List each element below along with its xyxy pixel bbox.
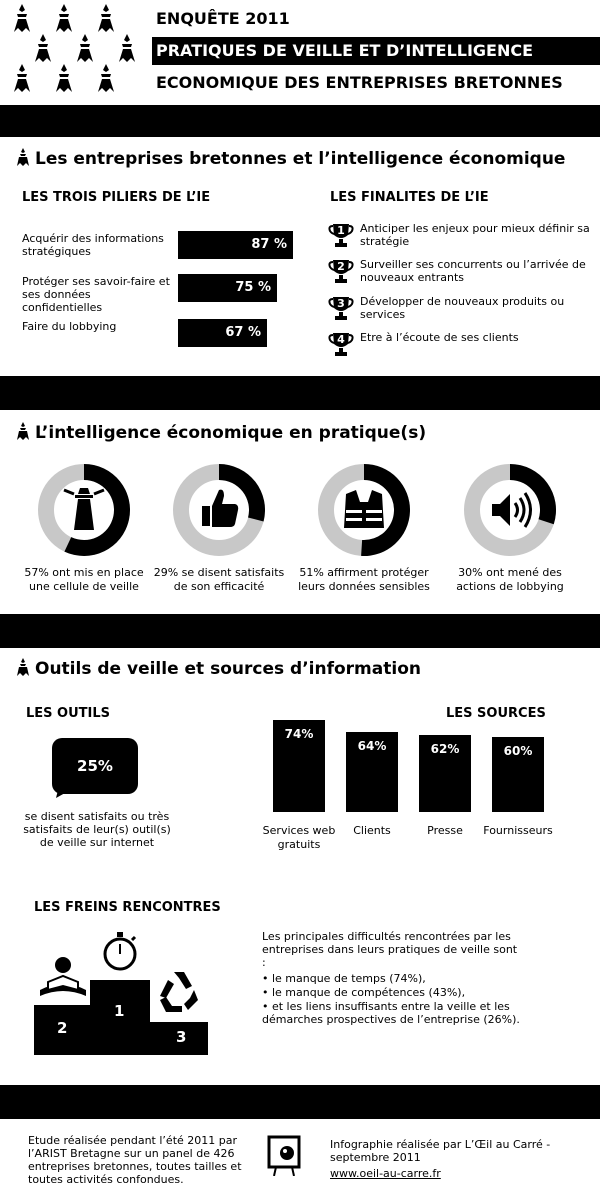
outils-value: 25%: [77, 757, 113, 775]
source-label: Presse: [427, 824, 463, 837]
header-title-line3: ECONOMIQUE DES ENTREPRISES BRETONNES: [156, 73, 563, 92]
source-label: Services web gratuits: [262, 824, 336, 851]
finalite-number: 1: [337, 224, 345, 237]
donut-caption: 29% se disent satisfaits de son efficacité: [153, 566, 285, 593]
source-bar: [419, 735, 471, 812]
header-year: ENQUÊTE 2011: [156, 9, 290, 28]
source-bar: [273, 720, 325, 812]
outils-caption: se disent satisfaits ou très satisfaits de leur(s) outil(s) de veille sur internet: [23, 810, 171, 849]
footer-study-note: Etude réalisée pendant l’été 2011 par l’ARIST Bretagne sur un panel de 426 entreprises bretonnes, toutes tailles et toutes activités confondues.: [28, 1134, 242, 1186]
source-label: Clients: [353, 824, 391, 837]
pillar-value: 87 %: [251, 237, 287, 252]
footer-credit: Infographie réalisée par L’Œil au Carré - septembre 2011: [330, 1138, 551, 1164]
donut-caption: 57% ont mis en place une cellule de veille: [24, 566, 144, 593]
source-label: Fournisseurs: [483, 824, 553, 837]
stopwatch-icon: [105, 932, 135, 969]
section2-title: [16, 422, 426, 445]
speaker-icon: [492, 493, 531, 527]
donut-chart: [314, 460, 414, 560]
ermine-mark: [56, 64, 72, 92]
source-bar: [492, 737, 544, 812]
donut-chart: [34, 460, 134, 560]
section1-title: [16, 148, 565, 171]
source-value: 60%: [503, 744, 533, 758]
section2-title-text: L’intelligence économique en pratique(s): [35, 423, 427, 443]
source-value: 64%: [357, 739, 387, 753]
lighthouse-icon: [64, 488, 104, 530]
ermine-mark: [98, 4, 114, 32]
finalite-number: 2: [337, 260, 345, 273]
finalite-item: [328, 222, 590, 252]
finalite-item: [328, 295, 590, 325]
ermine-mark: [98, 64, 114, 92]
source-value: 62%: [430, 742, 460, 756]
podium-rank: 3: [176, 1028, 187, 1046]
finalite-number: 4: [337, 333, 345, 346]
finalite-number: 3: [337, 297, 345, 310]
life-vest-icon: [344, 490, 384, 528]
thumbs-up-icon: [202, 490, 238, 527]
donut-chart: [460, 460, 560, 560]
freins-item: • le manque de temps (74%),: [262, 972, 426, 985]
ermine-mark: [35, 34, 51, 62]
ermine-mark: [56, 4, 72, 32]
divider-band: [0, 1085, 600, 1119]
freins-intro: Les principales difficultés rencontrées par les entreprises dans leurs pratiques de veille sont :: [262, 930, 518, 969]
ermine-mark: [119, 34, 135, 62]
divider-band: [0, 614, 600, 648]
finalites-heading: LES FINALITES DE L’IE: [330, 190, 489, 205]
footer-link[interactable]: www.oeil-au-carre.fr: [330, 1167, 441, 1180]
pillar-label: Faire du lobbying: [22, 320, 117, 333]
header-title-line2: PRATIQUES DE VEILLE ET D’INTELLIGENCE: [156, 41, 534, 60]
ermine-icon: [16, 422, 30, 445]
freins-heading: LES FREINS RENCONTRES: [34, 900, 221, 915]
pillar-bar: [178, 274, 277, 302]
section1-title-text: Les entreprises bretonnes et l’intelligence économique: [35, 149, 566, 169]
finalite-item: [328, 331, 590, 361]
ermine-mark: [77, 34, 93, 62]
ermine-mark: [14, 64, 30, 92]
pillar-value: 75 %: [235, 280, 271, 295]
outils-heading: LES OUTILS: [26, 706, 111, 721]
recycle-icon: [160, 972, 198, 1012]
section3-title: [16, 658, 421, 681]
pillar-label: Acquérir des informations stratégiques: [22, 232, 164, 258]
donut-caption: 30% ont mené des actions de lobbying: [456, 566, 564, 593]
ermine-logo: [8, 4, 138, 100]
reading-person-icon: [40, 957, 86, 996]
ermine-icon: [16, 658, 30, 681]
finalite-text: Etre à l’écoute de ses clients: [360, 331, 519, 344]
source-value: 74%: [284, 727, 314, 741]
section3-title-text: Outils de veille et sources d’information: [35, 659, 421, 679]
podium-rank: 1: [114, 1002, 125, 1020]
pillar-bar: [178, 319, 267, 347]
eye-square-logo: [266, 1134, 306, 1176]
podium-rank: 2: [57, 1019, 68, 1037]
donut-chart: [169, 460, 269, 560]
finalite-text: Anticiper les enjeux pour mieux définir sa stratégie: [360, 222, 590, 248]
source-bar: [346, 732, 398, 812]
divider-band: [0, 105, 600, 137]
freins-item: • et les liens insuffisants entre la veille et les démarches prospectives de l’entreprise (26%).: [262, 1000, 520, 1026]
pillars-heading: LES TROIS PILIERS DE L’IE: [22, 190, 211, 205]
finalite-text: Développer de nouveaux produits ou services: [360, 295, 565, 321]
pillar-bar: [178, 231, 293, 259]
pillar-value: 67 %: [225, 325, 261, 340]
finalite-text: Surveiller ses concurrents ou l’arrivée de nouveaux entrants: [360, 258, 586, 284]
sources-heading: LES SOURCES: [446, 706, 546, 721]
freins-item: • le manque de compétences (43%),: [262, 986, 466, 999]
divider-band: [0, 376, 600, 410]
pillar-label: Protéger ses savoir-faire et ses données confidentielles: [22, 275, 170, 314]
finalite-item: [328, 258, 590, 288]
ermine-mark: [14, 4, 30, 32]
donut-caption: 51% affirment protéger leurs données sensibles: [298, 566, 430, 593]
ermine-icon: [16, 148, 30, 171]
